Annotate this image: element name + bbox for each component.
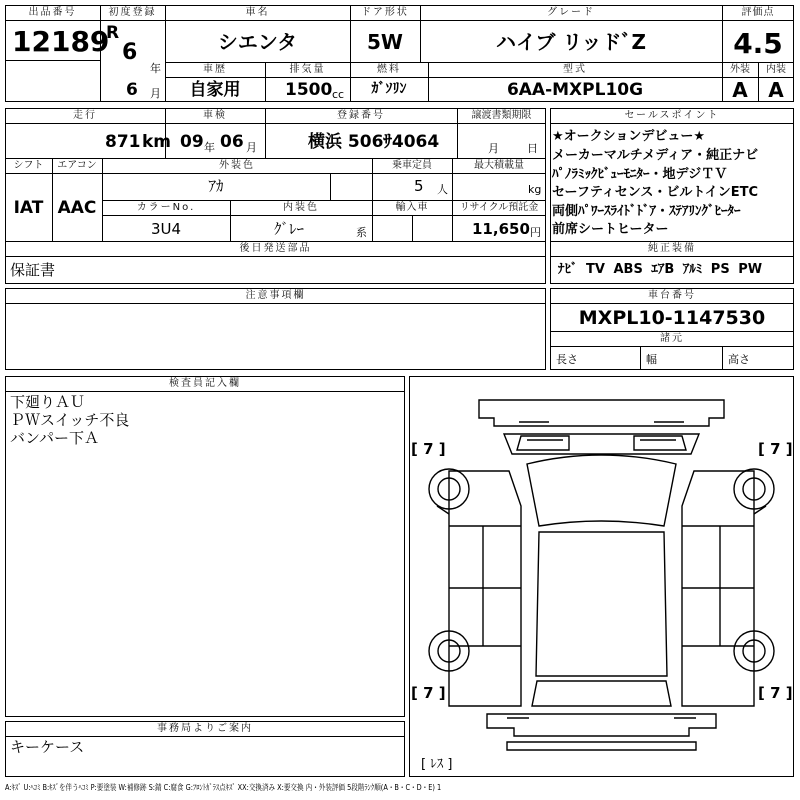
first-reg-label: 初度登録 <box>108 7 157 18</box>
inspection-label: 車検 <box>203 110 227 121</box>
legend-text: A:ｷｽﾞ U:ﾍｺﾐ B:ｷｽﾞを伴うﾍｺﾐ P:要塗装 W:補修跡 S:錆 C:腐食 G:ﾌﾛﾝﾄｶﾞﾗｽ点ｷｽﾞ XX:交換済み X:要交換 内・外装評価 5段階ﾗﾝｸ順(A・B・C・D・E) 1 <box>5 783 442 792</box>
later-parts-label: 後日発送部品 <box>239 243 312 254</box>
spare-tire-mark: [ ﾚｽ ] <box>421 757 453 772</box>
roof-outline <box>536 532 667 676</box>
int-color-label: 内装色 <box>283 202 319 213</box>
shift-value: IAT <box>13 198 44 218</box>
office-value: キーケース <box>10 738 85 756</box>
color-no-value: 3U4 <box>150 220 182 238</box>
capacity-value: 5 <box>414 177 424 195</box>
first-reg-year: 6 <box>122 40 138 65</box>
inspector-line: バンパー下Ａ <box>10 429 99 447</box>
first-reg-year-unit: 年 <box>150 62 161 75</box>
registration-label: 登録番号 <box>337 110 385 121</box>
headlight-left-outline <box>517 436 569 450</box>
equipment-value: ﾅﾋﾞ TV ABS ｴｱB ｱﾙﾐ PS PW <box>558 262 763 277</box>
ext-grade-label: 外装 <box>730 64 750 75</box>
mileage-value: 871 <box>105 132 141 152</box>
era-value: R <box>106 23 120 43</box>
import-label: 輸入車 <box>395 202 429 213</box>
inspection-month-unit: 月 <box>246 141 257 154</box>
displacement-unit: cc <box>332 88 345 101</box>
capacity-unit: 人 <box>437 183 448 196</box>
int-color-value: ｸﾞﾚｰ <box>274 220 305 238</box>
ext-color-value: ｱｶ <box>208 177 224 195</box>
sales-point-line: ★オークションデビュー★ <box>552 129 706 144</box>
sales-point-line: ﾊﾟﾉﾗﾐｯｸﾋﾞｭｰﾓﾆﾀｰ・地デジＴＶ <box>552 167 728 182</box>
first-reg-month-unit: 月 <box>150 87 161 100</box>
aircon-value: AAC <box>57 198 97 218</box>
car-name-label: 車名 <box>245 7 270 18</box>
inspector-label: 検査員記入欄 <box>169 378 241 389</box>
lot-label: 出品番号 <box>28 7 77 18</box>
rear-window-outline <box>532 681 671 706</box>
int-color-unit: 系 <box>356 226 367 239</box>
first-reg-month: 6 <box>126 80 138 100</box>
mileage-label: 走行 <box>73 110 97 121</box>
usage-value: 自家用 <box>189 80 241 100</box>
chassis-value: MXPL10-1147530 <box>578 307 766 329</box>
car-name-value: シエンタ <box>217 30 298 54</box>
sales-point-line: セーフティセンス・ビルトインETC <box>552 185 759 200</box>
chassis-label: 車台番号 <box>648 290 696 301</box>
score-value: 4.5 <box>733 27 783 60</box>
car-diagram <box>409 376 794 777</box>
registration-value: 横浜 506ｻ4064 <box>308 132 440 152</box>
max-load-label: 最大積載量 <box>474 160 524 171</box>
fuel-value: ｶﾞｿﾘﾝ <box>371 81 407 97</box>
inspector-line: ＰＷスイッチ不良 <box>10 411 130 429</box>
equipment-label: 純正装備 <box>648 243 696 254</box>
ext-grade-value: A <box>732 78 748 102</box>
fuel-label: 燃料 <box>377 64 401 75</box>
spec-height-label: 高さ <box>728 353 750 366</box>
recycle-value: 11,650 <box>472 220 530 238</box>
transfer-day-unit: 日 <box>527 142 538 155</box>
int-grade-value: A <box>768 78 784 102</box>
inspection-year: 09 <box>180 132 204 152</box>
aircon-label: エアコン <box>57 160 97 171</box>
tire-mark-front-left: [ 7 ] <box>411 440 446 458</box>
ext-color-label: 外装色 <box>219 160 255 171</box>
vehicle-detail-block <box>5 108 546 284</box>
transfer-month-unit: 月 <box>488 142 499 155</box>
color-no-label: カラーNo. <box>136 202 196 213</box>
displacement-value: 1500 <box>285 80 333 100</box>
grade-label: グレード <box>547 7 595 18</box>
shift-label: シフト <box>13 160 44 171</box>
spec-length-label: 長さ <box>556 353 578 366</box>
front-bumper-outline <box>479 400 724 426</box>
displacement-label: 排気量 <box>289 64 326 75</box>
spec-width-label: 幅 <box>646 353 657 366</box>
max-load-unit: kg <box>528 183 542 196</box>
sales-point-label: セールスポイント <box>624 110 720 121</box>
tire-mark-front-right: [ 7 ] <box>758 440 793 458</box>
notes-label: 注意事項欄 <box>245 290 306 301</box>
usage-label: 車歴 <box>203 64 227 75</box>
tire-mark-rear-right: [ 7 ] <box>758 684 793 702</box>
door-label: ドア形状 <box>361 7 409 18</box>
capacity-label: 乗車定員 <box>392 160 432 171</box>
mileage-unit: km <box>142 132 172 152</box>
lot-number: 12189 <box>12 25 110 58</box>
hood-outline <box>504 434 699 454</box>
sales-point-line: メーカーマルチメディア・純正ナビ <box>552 148 759 163</box>
tire-mark-rear-left: [ 7 ] <box>411 684 446 702</box>
model-value: 6AA-MXPL10G <box>506 80 644 100</box>
specs-label: 諸元 <box>660 333 684 344</box>
door-value: 5W <box>367 30 403 54</box>
later-parts-value: 保証書 <box>10 261 56 279</box>
recycle-unit: 円 <box>530 226 541 239</box>
inspector-line: 下廻りＡＵ <box>10 393 86 411</box>
recycle-label: リサイクル預託金 <box>459 202 539 213</box>
windshield-outline <box>527 455 676 526</box>
grade-value: ハイブ リッドﾞZ <box>495 30 647 54</box>
inspection-year-unit: 年 <box>204 141 215 154</box>
score-label: 評価点 <box>741 7 775 18</box>
sales-point-line: 前席シートヒーター <box>552 222 669 237</box>
office-label: 事務局よりご案内 <box>157 723 253 734</box>
headlight-right-outline <box>634 436 686 450</box>
inspection-month: 06 <box>220 132 244 152</box>
sales-point-line: 両側ﾊﾟﾜｰｽﾗｲﾄﾞﾄﾞｱ・ｽﾃｱﾘﾝｸﾞﾋｰﾀｰ <box>552 204 741 219</box>
int-grade-label: 内装 <box>766 64 786 75</box>
transfer-deadline-label: 譲渡書類期限 <box>471 110 532 121</box>
model-label: 型式 <box>563 64 587 75</box>
